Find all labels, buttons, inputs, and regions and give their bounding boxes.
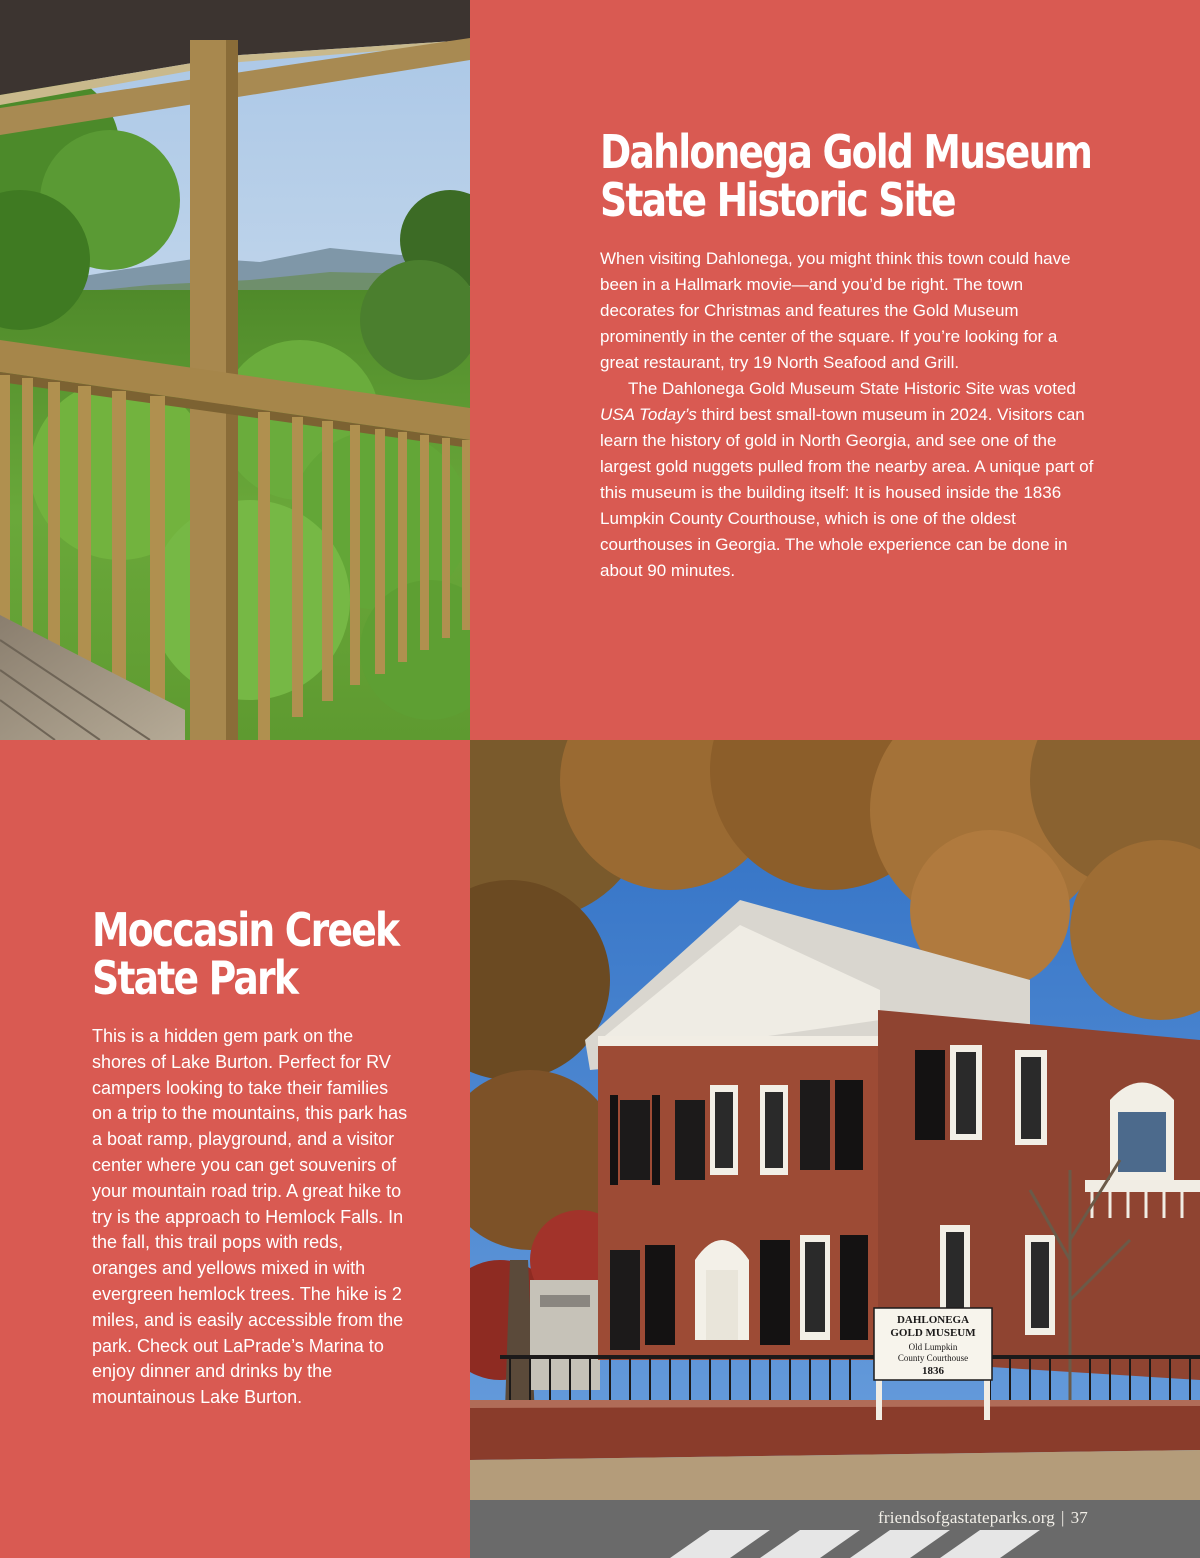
sign-line-2: GOLD MUSEUM — [890, 1327, 976, 1339]
moccasin-creek-paragraph: This is a hidden gem park on the shores of Lake Burton. Perfect for RV campers looking to take their families on a trip to the mountains, this park has a boat ramp, playground, and a visitor center where you can get souvenirs of your mountain road trip. A great hike to try is the approach to Hemlock Falls. In the fall, this trail pops with reds, oranges and yellows mixed in with evergreen hemlock trees. The hike is 2 miles, and is easily accessible from the park. Check out LaPrade’s Marina to enjoy dinner and drinks by the mountainous Lake Burton. — [92, 1026, 408, 1408]
dahlonega-title — [600, 125, 1100, 227]
porch-photo-illustration — [0, 0, 470, 740]
porch-view-photo — [0, 0, 470, 740]
dahlonega-paragraph-2-intro: The Dahlonega Gold Museum State Historic Site was voted — [628, 379, 1076, 398]
dahlonega-title-line2: State Historic Site — [600, 173, 955, 227]
sign-line-3: Old Lumpkin — [908, 1342, 958, 1352]
page-footer — [878, 1508, 1088, 1528]
courthouse-photo-illustration — [470, 740, 1200, 1558]
dahlonega-article — [600, 125, 1100, 584]
page-number: 37 — [1070, 1508, 1088, 1527]
dahlonega-paragraph-1: When visiting Dahlonega, you might think this town could have been in a Hallmark movie—and you’d be right. The town decorates for Christmas and features the Gold Museum prominently in the center of the square. If you’re looking for a great restaurant, try 19 North Seafood and Grill. — [600, 249, 1071, 372]
moccasin-creek-article — [92, 903, 412, 1411]
moccasin-creek-title — [92, 903, 412, 1005]
gold-museum-courthouse-photo — [470, 740, 1200, 1558]
dahlonega-paragraph-2-body: third best small-town museum in 2024. Visitors can learn the history of gold in North Georgia, and see one of the largest gold nuggets pulled from the nearby area. A unique part of this museum is the building itself: It is housed inside the 1836 Lumpkin County Courthouse, which is one of the oldest courthouses in Georgia. The whole experience can be done in about 90 minutes. — [600, 405, 1094, 580]
moccasin-creek-title-line1: Moccasin Creek — [92, 903, 399, 957]
sign-line-5: 1836 — [922, 1365, 944, 1377]
dahlonega-title-line1: Dahlonega Gold Museum — [600, 125, 1092, 179]
sign-line-1: DAHLONEGA — [896, 1314, 970, 1326]
moccasin-creek-title-line2: State Park — [92, 951, 298, 1005]
website-url: friendsofgastateparks.org — [877, 1508, 1055, 1527]
dahlonega-paragraph-2 — [600, 376, 1100, 584]
publication-name: USA Today’s — [600, 405, 697, 424]
sign-line-4: County Courthouse — [897, 1353, 969, 1363]
footer-separator: | — [1060, 1508, 1065, 1527]
